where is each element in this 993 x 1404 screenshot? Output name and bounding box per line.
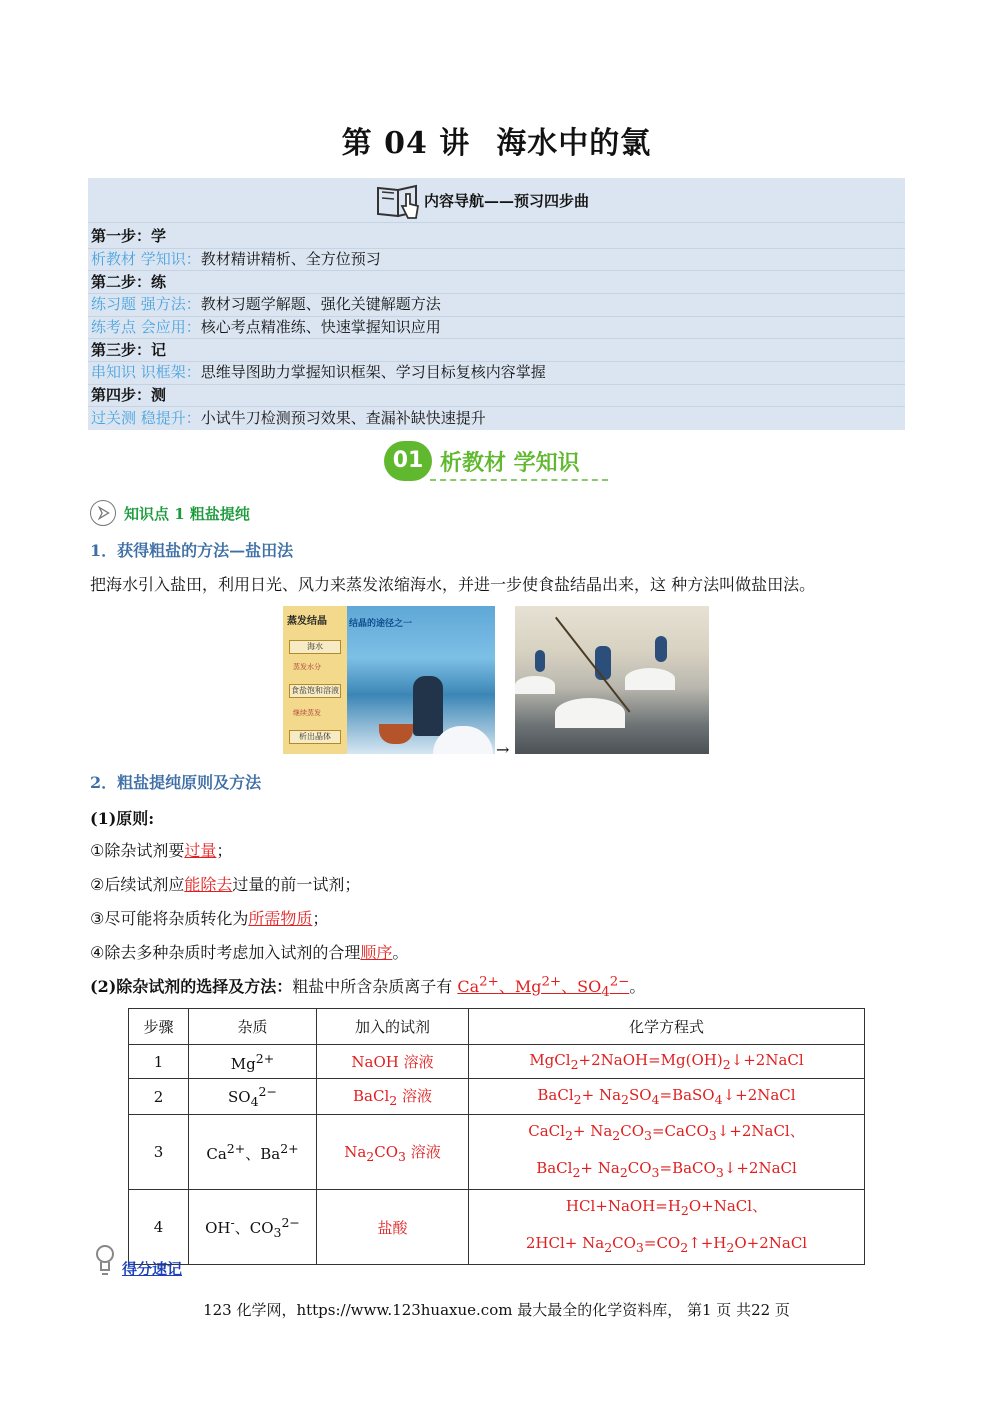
principle-3: ③尽可能将杂质转化为所需物质； — [90, 909, 329, 928]
flow-arrow-evaporate: 蒸发水分 — [293, 663, 321, 671]
evaporation-crystallization-image — [283, 606, 495, 754]
flow-step-saturated: 食盐饱和溶液 — [289, 684, 341, 698]
subheading-salt-field: 1．获得粗盐的方法—盐田法 — [90, 541, 294, 560]
table-row: 1 $Mg^{2+}$ NaOH 溶液 $MgCl_2+2NaOH=Mg(OH)_2↓+2NaCl$ — [129, 1045, 865, 1079]
knowledge-point-label: 知识点 1 粗盐提纯 — [124, 505, 250, 523]
table-row: 3 $Ca^{2+}$、$Ba^{2+}$ $Na_2CO_3$ 溶液 CaCl$_2$+ $Na_2CO_3=CaCO_3↓+2NaCl$、 BaCl$_2$+ $Na_2CO_3=BaCO_3↓+2NaCl$ — [129, 1115, 865, 1190]
content-navigation-box — [88, 178, 905, 430]
nav-step-4: 第四步：测 — [91, 386, 167, 404]
salt-field-paragraph: 把海水引入盐田，利用日光、风力来蒸发浓缩海水，并进一步使食盐结晶出来，这 种方法叫做盐田法。 — [90, 575, 816, 594]
principle-title: (1)原则: — [90, 809, 155, 828]
purification-table — [128, 1008, 865, 1265]
answer-blank: 所需物质 — [248, 909, 313, 928]
nav-item-5: 过关测 稳提升：小试牛刀检测预习效果、查漏补缺快速提升 — [91, 409, 486, 427]
table-header-row: 步骤 杂质 加入的试剂 化学方程式 — [129, 1009, 865, 1045]
nav-item-2: 练习题 强方法：教材习题学解题、强化关键解题方法 — [91, 295, 441, 313]
method-line: (2)除杂试剂的选择及方法：粗盐中所含杂质离子有 $Ca^{2+}$、$Mg^{2+}$、$SO_4^{2-}$。 — [90, 974, 646, 1001]
nav-item-1: 析教材 学知识：教材精讲精析、全方位预习 — [91, 250, 381, 268]
table-row: 4 OH-、$CO_3^{2-}$ 盐酸 $HCl+NaOH=H_2O+NaCl$、 $2HCl+ Na_2CO_3=CO_2↑+H_2O+2NaCl$ — [129, 1190, 865, 1265]
answer-blank: 顺序 — [360, 943, 393, 962]
salt-field-photo — [515, 606, 709, 754]
flow-arrow-continue: 继续蒸发 — [293, 709, 321, 717]
nav-step-1: 第一步：学 — [91, 227, 167, 245]
page-footer: 123 化学网，https://www.123huaxue.com 最大最全的化学资料库， 第1 页 共22 页 — [203, 1301, 790, 1319]
nav-item-3: 练考点 会应用：核心考点精准练、快速掌握知识应用 — [91, 318, 441, 336]
nav-title: 内容导航——预习四步曲 — [424, 192, 590, 210]
book-pointer-icon — [376, 180, 424, 220]
section-number: 01 — [384, 441, 432, 481]
image-title: 蒸发结晶 — [287, 616, 327, 627]
arrow-circle-icon — [90, 500, 116, 526]
lightbulb-icon — [94, 1244, 116, 1278]
image-ribbon: 结晶的途径之一 — [349, 619, 413, 629]
impurity-ions: $Ca^{2+}$、$Mg^{2+}$、$SO_4^{2-}$ — [457, 974, 630, 1001]
nav-step-2: 第二步：练 — [91, 273, 167, 291]
nav-step-3: 第三步：记 — [91, 341, 167, 359]
principle-2: ②后续试剂应能除去过量的前一试剂； — [90, 875, 361, 894]
image-arrow: → — [496, 740, 510, 759]
flow-step-seawater: 海水 — [289, 640, 341, 654]
nav-header — [88, 178, 905, 222]
title-lesson: 第 04 讲 — [341, 126, 471, 161]
principle-1: ①除杂试剂要过量； — [90, 841, 233, 860]
nav-item-4: 串知识 识框架：思维导图助力掌握知识框架、学习目标复核内容掌握 — [91, 363, 546, 381]
table-row: 2 $SO_4^{2-}$ BaCl$_2$ 溶液 BaCl$_2$+ $Na_2SO_4=BaSO_4↓+2NaCl$ — [129, 1079, 865, 1115]
page-title — [0, 118, 993, 162]
principle-4: ④除去多种杂质时考虑加入试剂的合理顺序。 — [90, 943, 409, 962]
section-divider — [430, 479, 608, 481]
answer-blank: 过量 — [184, 841, 217, 860]
flow-step-crystal: 析出晶体 — [289, 730, 341, 744]
quick-note-label[interactable]: 得分速记 — [122, 1260, 183, 1278]
subheading-purification: 2．粗盐提纯原则及方法 — [90, 773, 262, 792]
answer-blank: 能除去 — [184, 875, 233, 894]
section-label: 析教材 学知识 — [440, 451, 580, 476]
title-topic: 海水中的氯 — [496, 126, 652, 161]
